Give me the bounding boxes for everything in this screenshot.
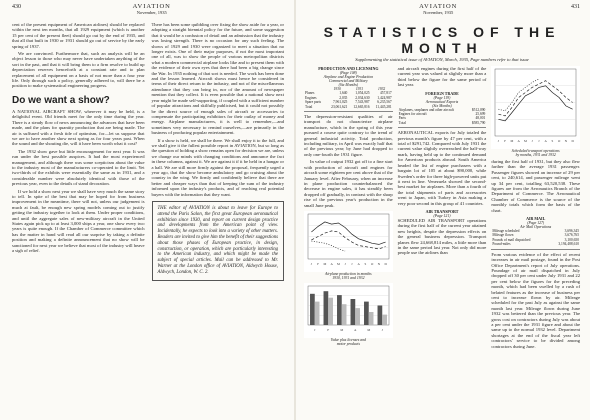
x-tick-label: F [317,261,320,266]
page-number: 431 [571,4,580,10]
table-cell: 1,054,025 [355,91,370,96]
x-tick-label: M [340,327,344,332]
value-bar-chart [304,283,392,333]
editorial-note-box [152,201,285,281]
x-tick-label: J [538,139,540,143]
x-tick-label: D [571,139,575,143]
chart1-caption: Airplane production in months [325,271,372,276]
production-paragraph: The depression-resistant qualities of air transport do not characterize airplane manufacture, which in the spring of this year pursued a course quite contrary to the trend of general industrial activity. Total production, including military, in April was exactly half that of the previous year; by June had dropped to only one-fourth the 1931 figure. [304,114,393,157]
table-cell: $512,090 [471,107,486,112]
article-paragraph: If we hold a show next year we shall have very much the same story to tell. In spite of the best that may be hoped for from business improvement in the meantime, there will not, unless our judgement is much at fault, be enough new spring models coming out to justify getting the industry together to look at them. Under proper conditions, and until the aggregate sales of new-military aircraft in the United States again pick up to at least 3,000 ships a year, one show every two years is quite enough. If the Chamber of Commerce committee which has the matter in hand will read all our surprise by taking a definite position and making a definite announcement that no show will be sanctioned for next year we believe that most of the industry will heave a sigh of relief. [12,188,145,254]
x-tick-label: A [357,261,360,266]
table-cell: Engines for aircraft [398,112,427,117]
page-gutter [294,0,296,420]
table-cell: 6,235,567 [377,100,392,105]
table-cell: 3,194,488,610 [558,242,580,247]
table-cell: 25,699 [475,112,486,117]
editorial-note: THE editor of AVIATION is about to leave for Europe to attend the Paris Salon, the first great European aeronautical exhibition since 1930, and report on current design practice and developments from the American point of view. Incidentally, he expects to look into a variety of other matters. Readers are invited to give him the benefit of their suggestions about those phases of European practice, in design, construction, or operation, which are particularly interesting to the American industry, and which might be made the subject of special articles. Mail can be addressed to Mr. Warner at the London office of AVIATION, Aldwych House, Aldwych, London, W. C. 2. [157,206,278,275]
x-tick-label: A [354,327,357,332]
bar-1932 [315,302,320,325]
chart3-caption-2: by months, 1931 and 1932 [515,153,556,157]
x-tick-label: J [531,139,534,143]
table-cell: 457,817 [379,91,392,96]
left-header [12,4,284,22]
bar-1932 [342,304,347,325]
intro-paragraph: cent of the present equipment of American airlines) should be replaced within the next ten months, that all 1929 equipment (which is another 15 per cent of the present fleet) should go out by the end of 1935, and that all that built in 1930 or 1931 should go out of service by the early spring of 1937. [12,22,145,49]
table-cell: Pounds of mail dispatched [492,237,531,242]
transport-paragraph: SCHEDULED AIR TRANSPORT operations during the first half of the current year attained new heights, despite the depression effects on the general business depression. Transport planes flew 24,668,814 miles, a little more than in the same period last year. Not only did more people use the airlines than [397,217,487,256]
transport-continued-paragraph: during the first half of 1931, but they also flew farther than the average 1931 passenger. Passenger figures showed an increase of 29 per cent, to 240,614, and passenger mileage went up 34 per cent, totalling 63,520,538. These figures are from the Aeronautics Branch of the Department of Commerce. The Aeronautical Chamber of Commerce is the source of the monthly totals which form the basis of the chart. [491,159,581,213]
foreign-paragraph: AERONAUTICAL exports for July totaled the previous month's figure by 47 per cent, with a total of $291,742. Compared with July 1931 the current value slightly overreached the half-way mark, having held up to the continued demand for American products abroad. South America headed the list of engine purchasers with a bargain lot of 105 at about $90,000, while Sweden's order for three high-powered units put it next in line. Venezuela showed the second-best market for airplanes. More than a fourth of the total shipments of parts and accessories went to Japan, with Turkey in Asia making a very poor second in this group of 41 countries. [397,130,487,206]
table-cell: Spare parts [305,100,322,105]
table-header: 1932 [378,87,386,91]
transport-heading: AIR TRANSPORT [425,208,459,214]
x-tick-label: S [364,261,367,266]
x-tick-label: J [310,261,312,266]
transport-page-ref: (Page 121) [433,213,451,218]
foreign-heading: FOREIGN TRADE [425,90,459,96]
x-tick-label: A [330,261,333,266]
article-paragraph: A NATIONAL AIRCRAFT SHOW, wherever it may be held, is a delightful event. Old friends meet for the only time during the year. There is a steady flow of news announcing the advances that have been made, and the plans for quantity production that are being made. The air is suffused with a fresh tide of optimism, for—let us suppose that we are to have another show next spring as for four years past. When the sound and the shouting die, will it have been worth what it cost? [12,108,145,147]
page-number: 430 [12,4,21,10]
x-tick-label: O [558,139,561,143]
x-tick-label: S [551,139,554,143]
mail-paragraph: From various evidence of the effect of recent increases in air mail postage, found in the Post Office Department's report of July operations. Poundage of air mail dispatched in July dropped off 30 per cent under July 1931 and 22 per cent below the figures for the preceding month, which had been swelled by a rush of belated features as the increase of business per cent to increase flown by air. Mileage scheduled for the past July as against the same month last year. Mileage flown during June 1932 was bettered than the previous year. The gross cost on contractors during July was about a per cent under the 1931 figure and about the same up to the normal 1932 level. Department shortages at the end of the fiscal year left contractors' service to be divided among contractors during June. [491,251,581,349]
bar-1932 [369,312,374,325]
table-cell: Mileage flown [492,233,514,238]
table-row [398,121,487,125]
x-tick-label: J [314,327,316,332]
production-table [304,87,393,109]
x-tick-label: M [367,327,371,332]
series-line-1932 [311,241,345,251]
x-tick-label: F [504,139,507,143]
x-tick-label: M [524,139,528,143]
x-tick-label: A [544,139,548,143]
table-cell: 11,445,281 [375,104,392,109]
bar-1931 [364,302,369,325]
table-cell: Total [305,104,313,109]
production-chart [304,211,393,272]
left-column-2 [152,22,285,281]
article-paragraph: If a show is held, we shall be there. We shall enjoy it to the full, and we shall give it the fullest possible report in AVIATION, but so long as the question of holding a show remains open for decision we are, unless we change our minds with changing conditions and announce the fact in these columns, against it. We are against it if it be held in a hangar or a hall. We are still more firmly against the proposal, frequently urged a year ago, that the show become ambulatory and go cruising about the country in the wing. We firmly and confidently believe that there are better and cheaper ways than that of keeping the sum of the industry informed upon the industry's products, and of reaching real potential buyers with the information that they want. [151,137,284,197]
table-cell: 3,696,345 [564,229,580,234]
mail-table [491,229,580,247]
bar-1931 [351,299,356,325]
left-column-1 [12,22,145,281]
x-tick-label: N [565,139,568,143]
right-column-2 [398,66,487,349]
x-tick-label: N [377,261,381,266]
bar-1932 [382,315,387,325]
section-subtitle: Supplementing the statistical issue of AVIATION, March, 1935, Page numbers refer to that issue [355,57,529,62]
x-tick-label: F [327,327,330,332]
series-line-1932 [499,79,540,111]
right-columns [304,66,580,349]
table-header: 1930 [333,87,341,91]
foreign-page-ref: (Page 119) [433,95,451,100]
table-cell: 3,676,765 [564,233,580,238]
x-tick-label: M [336,261,340,266]
section-title: STATISTICS OF THE MONTH [323,24,561,56]
bar-1931 [378,305,383,325]
masthead [419,4,457,15]
x-tick-label: J [344,261,346,266]
right-page [298,0,590,420]
article-heading: Do we want a show? [12,94,110,106]
x-tick-label: D [384,261,387,266]
table-cell: Parts [398,116,406,121]
series-line-1931 [499,81,573,116]
bar-1932 [355,308,360,325]
x-tick-label: J [381,327,383,332]
production-heading: PRODUCTION AND LICENSING [318,66,379,71]
bar-1932 [328,298,333,325]
masthead-date: November, 1935 [136,9,167,15]
table-cell: 7,543,987 [355,100,370,105]
foreign-sub: Aeronautical Exports [425,99,459,104]
mail-page-ref: (Page 127) [527,221,545,226]
right-header [304,4,580,22]
article-paragraph: The 1932 show gave but little encouragement for next year. It was run under the best possible auspices. It had the most experienced management, and although there was some scepticism about the value to the industry most of the manufacturers co-operated to the limit. Yet two-thirds of the exhibits were essentially the same as in 1931, and a considerable number were absolutely identical with those of the previous year, even to the details of stand decoration. [12,148,145,187]
bar-1931 [324,291,329,325]
table-cell: 7,961,025 [332,100,348,105]
x-tick-label: M [323,261,327,266]
table-cell: 2,034,630 [355,95,370,100]
table-cell: 2,035 [339,95,348,100]
table-cell: 23,061,621 [331,104,348,109]
table-cell: Airplanes, seaplanes and other aircraft [398,107,454,112]
value-chart [304,283,393,338]
production-paragraph: In value of output 1932 got off to a fine start with production of aircraft and engines for aircraft some eighteen per cent above that of the January level. After February, when an increase in plane production counterbalanced the decrease in engine sales, it has steadily been dropped off gradually, in contrast with the sharp rise of the previous year's production in the small June peak. [304,159,393,208]
chart2-caption-2: motor products [336,341,360,346]
production-page-ref: (Page 108) [339,71,357,75]
table-row [304,105,393,109]
table-cell: 3,100,650 [564,237,580,242]
x-tick-label: J [351,261,353,266]
foreign-period: (Six Months) [432,103,452,108]
transport-chart [491,66,580,149]
right-column-1 [304,66,393,349]
table-header: 1931 [355,87,364,91]
mid-paragraph: and aircraft engines during the first half of the current year was valued at slightly more than a third below the figure for the same period of last year. [397,66,487,88]
table-cell: Engines [305,95,317,100]
intro-paragraph: We are convinced. Furthermore that, such an analysis will be an object lesson to those who may never have undertaken anything of the sort in the past, and that it will bring them to a firm resolve to build up depreciation reserves henceforth at a constant rate and to plan replacement of all equipment on a basis of not more than a four year life. Only through such a policy, generally adhered to, will there be a position to make systematical engineering progress. [12,51,145,89]
table-cell: $585,790 [471,120,486,125]
masthead [133,4,171,15]
mail-sub: Air Mail Operations [520,225,552,230]
foreign-table [398,108,487,126]
x-tick-label: J [498,139,500,143]
masthead-date: November, 1935 [423,9,454,15]
mail-heading: AIR MAIL [526,216,546,222]
bar-1931 [337,295,342,325]
transport-line-chart [491,66,579,144]
table-cell: 48,001 [475,116,486,121]
left-columns [12,22,284,281]
left-page [0,0,292,420]
chart3-caption: Scheduled transport operations [511,149,560,153]
right-column-3 [491,66,580,349]
bar-1931 [310,294,315,325]
series-line-1931 [311,231,385,249]
x-tick-label: O [370,261,374,266]
table-cell: 1,424,987 [377,95,392,100]
table-cell: Mileage scheduled [492,229,520,234]
table-cell: 1,640 [339,91,348,96]
production-line-chart [304,211,392,267]
production-period: (Six Months) [338,83,359,87]
masthead-title: AVIATION [419,3,458,10]
table-cell: 12,665,816 [353,104,370,109]
chart1-caption-2: 1930, 1931 and 1932 [332,275,365,280]
masthead-title: AVIATION [132,3,171,10]
table-cell: Total [398,120,407,125]
x-tick-label: M [510,139,514,143]
table-cell: Planes [305,91,315,96]
series-line-1930 [499,86,573,121]
production-table-sub: Commercial and Military [329,79,368,83]
article-paragraph: There has been some quibbling over fixing the show aside for a year, or adopting a straight biennial policy for the future, and some suggestion that it would be a confusion of detail and an admission that the industry was losing strength. There is no occasion for any such feeling. The shows of 1929 and 1930 were organized to meet a situation that no longer exists. One of their major purposes, if not the most important one of all, was to show the people of various metropolitan districts what a modern commercial airplane looks like and to present them with the evidence of their own eyes that there had been a big change since the War. In 1935 nothing of that sort is needed. The work has been done and the lesson learned. Aircraft shows must hence be considered in terms of their direct return to the industry, and not of the miscellaneous attendance that they can bring in, nor of the amount of newspaper mention that they collect. It is even possible that a national show next year might be made self-supporting, if coupled with a sufficient number of popular attractions and skilfully publicised, but it could not possibly be the direct source of enough sales of aircraft or accessories to compensate the participating exhibitors for their outlay of money and energy. Airplane manufacturers, it is well to remember,—and sometimes very necessary to remind ourselves,—are primarily in the business of producing popular entertainment. [151,22,284,136]
x-tick-label: A [517,139,521,143]
production-table-title: Airplane and Engine Production [323,75,374,79]
chart2-caption: Value plus licenses and [330,337,366,342]
table-row [491,242,580,246]
table-cell: Pound-miles [492,242,511,247]
